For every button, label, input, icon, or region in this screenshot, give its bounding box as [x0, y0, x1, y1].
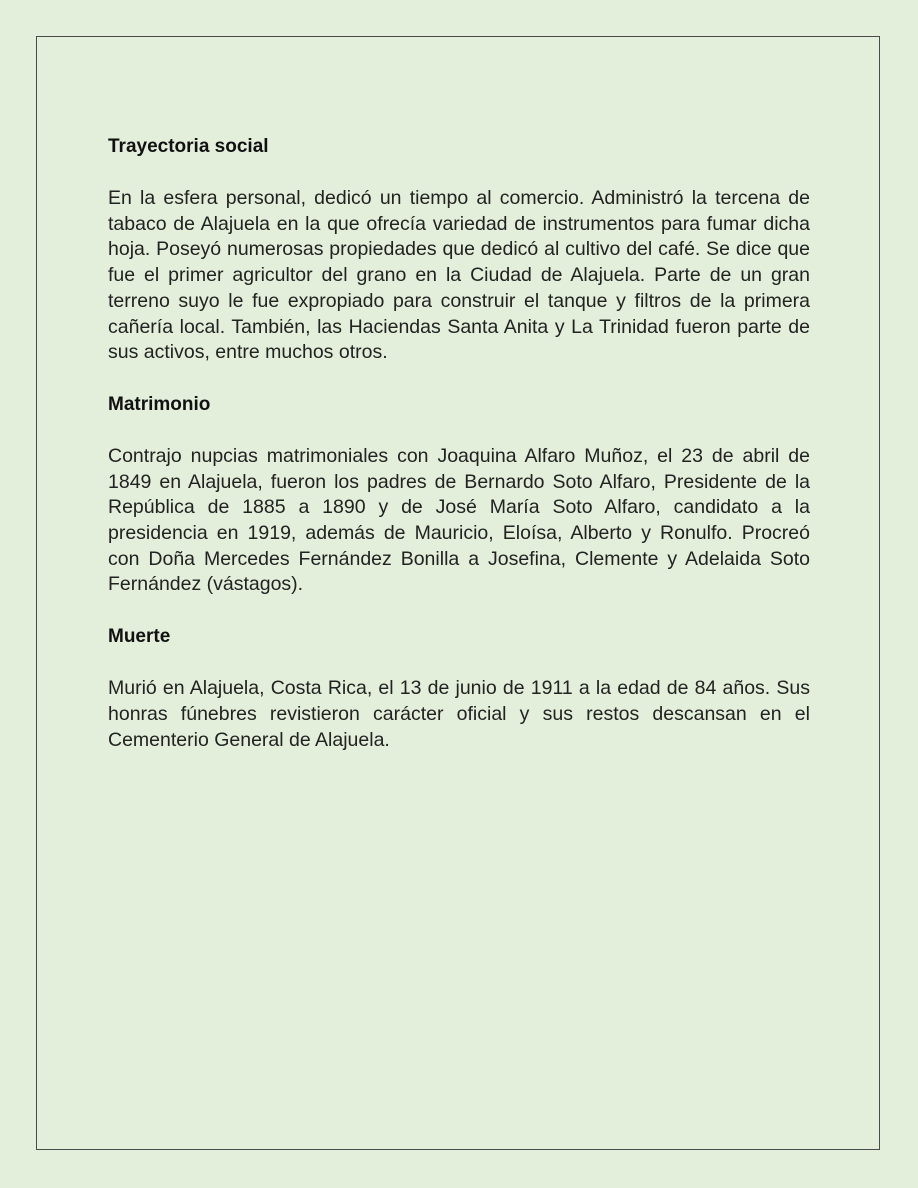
section-heading: Muerte	[108, 626, 171, 648]
section-matrimonio	[108, 392, 810, 598]
section-heading: Matrimonio	[108, 393, 211, 415]
document-content	[108, 134, 810, 779]
section-trayectoria-social	[108, 134, 810, 366]
section-muerte	[108, 624, 810, 753]
section-paragraph: En la esfera personal, dedicó un tiempo al comercio. Administró la tercena de tabaco de Alajuela en la que ofrecía variedad de instrumentos para fumar dicha hoja. Poseyó numerosas propiedades que dedicó al cultivo del café. Se dice que fue el primer agricultor del grano en la Ciudad de Alajuela. Parte de un gran terreno suyo le fue expropiado para construir el tanque y filtros de la primera cañería local. También, las Haciendas Santa Anita y La Trinidad fueron parte de sus activos, entre muchos otros.	[108, 187, 810, 364]
section-paragraph: Contrajo nupcias matrimoniales con Joaquina Alfaro Muñoz, el 23 de abril de 1849 en Alajuela, fueron los padres de Bernardo Soto Alfaro, Presidente de la República de 1885 a 1890 y de José María Soto Alfaro, candidato a la presidencia en 1919, además de Mauricio, Eloísa, Alberto y Ronulfo. Procreó con Doña Mercedes Fernández Bonilla a Josefina, Clemente y Adelaida Soto Fernández (vástagos).	[108, 444, 810, 596]
section-paragraph: Murió en Alajuela, Costa Rica, el 13 de junio de 1911 a la edad de 84 años. Sus honras fúnebres revistieron carácter oficial y sus restos descansan en el Cementerio General de Alajuela.	[108, 677, 810, 751]
section-heading: Trayectoria social	[108, 136, 269, 157]
